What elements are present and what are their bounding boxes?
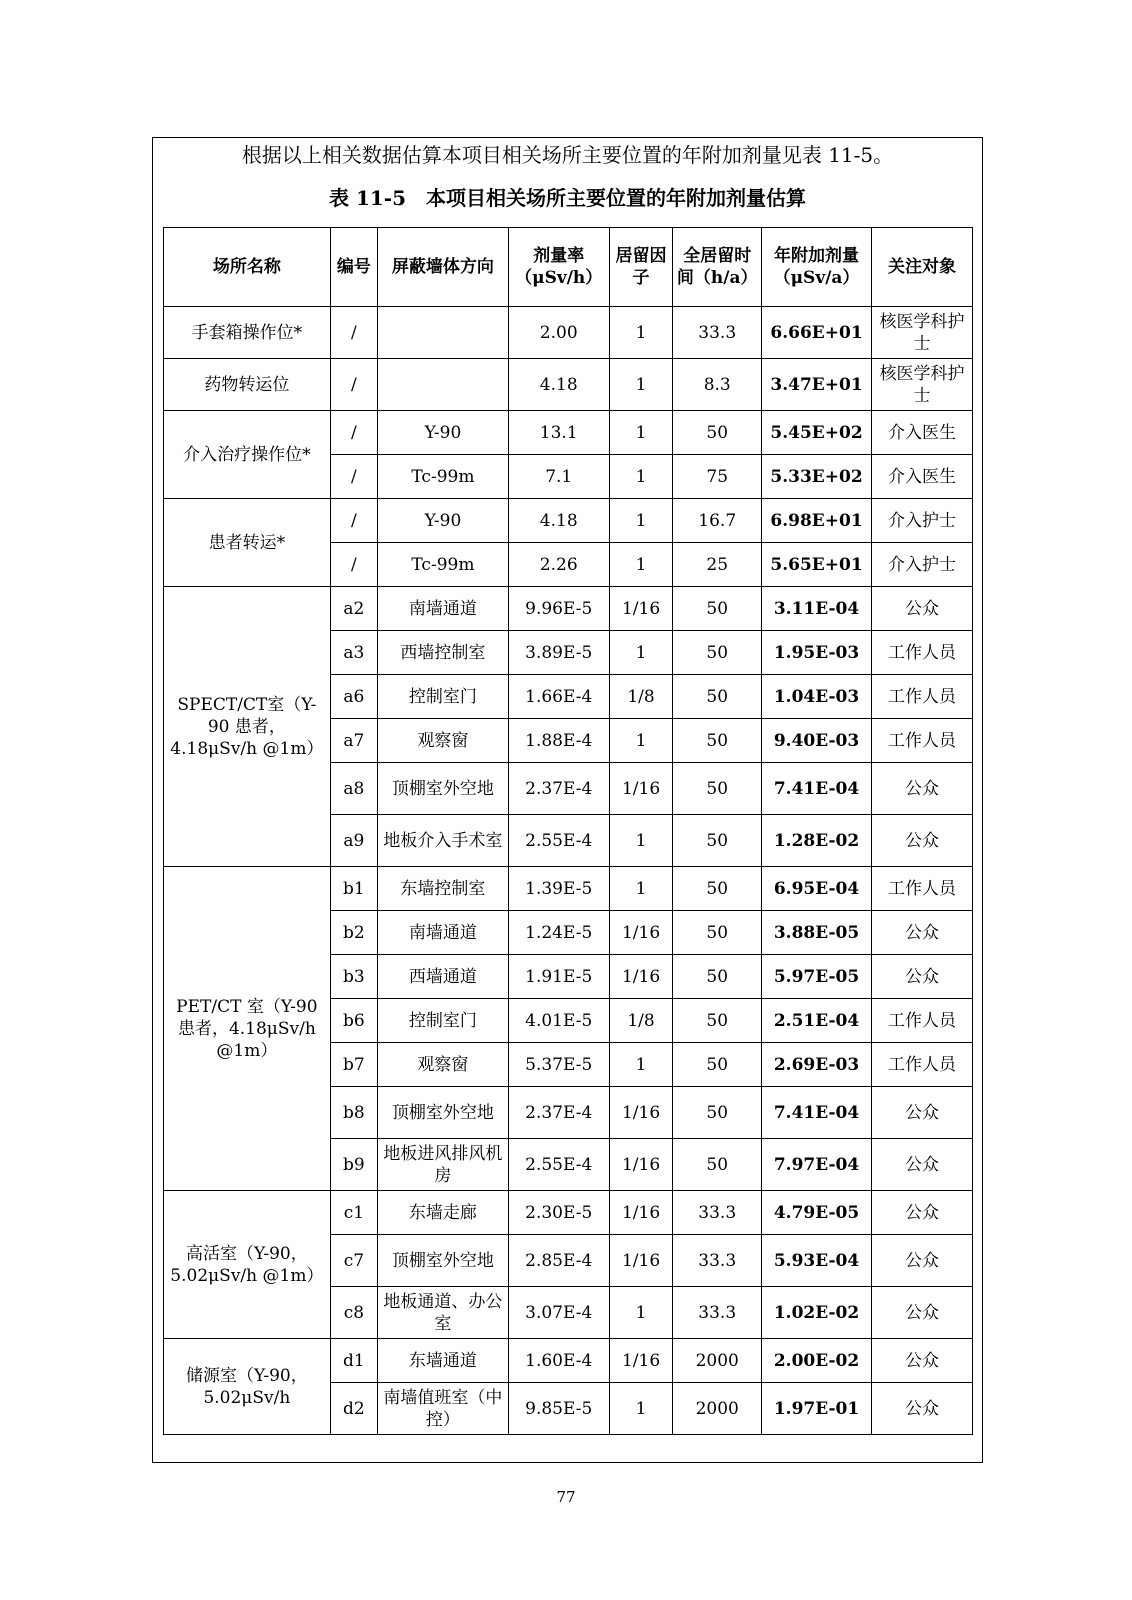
table-row [164, 867, 973, 911]
row-occupancy-time: 50 [673, 719, 762, 763]
row-target: 公众 [872, 1339, 973, 1383]
site-name-cell: 介入治疗操作位* [164, 411, 331, 499]
row-annual-dose: 9.40E-03 [761, 719, 871, 763]
row-annual-dose: 5.97E-05 [761, 955, 871, 999]
row-wall-direction: 控制室门 [378, 675, 509, 719]
row-occupancy-factor: 1/16 [609, 1087, 673, 1139]
row-occupancy-factor: 1 [609, 867, 673, 911]
row-wall-direction: 顶棚室外空地 [378, 1087, 509, 1139]
row-annual-dose: 6.98E+01 [761, 499, 871, 543]
row-dose-rate: 4.18 [508, 499, 609, 543]
row-target: 公众 [872, 1139, 973, 1191]
row-occupancy-time: 50 [673, 955, 762, 999]
row-dose-rate: 2.26 [508, 543, 609, 587]
row-wall-direction: 西墙通道 [378, 955, 509, 999]
row-target: 公众 [872, 1383, 973, 1435]
row-target: 公众 [872, 1235, 973, 1287]
row-occupancy-factor: 1 [609, 631, 673, 675]
header-target: 关注对象 [872, 228, 973, 307]
row-occupancy-factor: 1 [609, 359, 673, 411]
site-name-cell: SPECT/CT室（Y-90 患者，4.18μSv/h @1m） [164, 587, 331, 867]
row-occupancy-factor: 1 [609, 1043, 673, 1087]
row-occupancy-factor: 1/16 [609, 763, 673, 815]
row-target: 公众 [872, 1287, 973, 1339]
row-dose-rate: 1.60E-4 [508, 1339, 609, 1383]
row-dose-rate: 2.00 [508, 307, 609, 359]
table-row [164, 499, 973, 543]
row-wall-direction: Y-90 [378, 411, 509, 455]
row-dose-rate: 9.85E-5 [508, 1383, 609, 1435]
row-dose-rate: 2.85E-4 [508, 1235, 609, 1287]
row-occupancy-time: 33.3 [673, 1287, 762, 1339]
row-id: b8 [330, 1087, 377, 1139]
row-target: 介入护士 [872, 543, 973, 587]
row-occupancy-time: 50 [673, 675, 762, 719]
row-dose-rate: 13.1 [508, 411, 609, 455]
table-header-row [164, 228, 973, 307]
row-occupancy-time: 50 [673, 631, 762, 675]
row-id: a9 [330, 815, 377, 867]
row-target: 工作人员 [872, 719, 973, 763]
row-id: d1 [330, 1339, 377, 1383]
row-occupancy-time: 50 [673, 587, 762, 631]
row-dose-rate: 2.55E-4 [508, 1139, 609, 1191]
row-wall-direction: 南墙通道 [378, 911, 509, 955]
row-id: c1 [330, 1191, 377, 1235]
row-occupancy-time: 75 [673, 455, 762, 499]
row-occupancy-factor: 1 [609, 1383, 673, 1435]
row-occupancy-factor: 1/16 [609, 911, 673, 955]
row-annual-dose: 5.45E+02 [761, 411, 871, 455]
row-occupancy-time: 50 [673, 1139, 762, 1191]
header-dose-rate: 剂量率（μSv/h） [508, 228, 609, 307]
row-annual-dose: 5.33E+02 [761, 455, 871, 499]
row-id: b9 [330, 1139, 377, 1191]
row-target: 工作人员 [872, 999, 973, 1043]
row-annual-dose: 1.04E-03 [761, 675, 871, 719]
row-id: / [330, 455, 377, 499]
row-wall-direction: 顶棚室外空地 [378, 1235, 509, 1287]
row-id: a3 [330, 631, 377, 675]
row-wall-direction: 控制室门 [378, 999, 509, 1043]
site-name-cell: 高活室（Y-90，5.02μSv/h @1m） [164, 1191, 331, 1339]
row-occupancy-time: 50 [673, 1043, 762, 1087]
table-caption: 表 11-5 本项目相关场所主要位置的年附加剂量估算 [328, 186, 806, 210]
row-target: 公众 [872, 1191, 973, 1235]
row-occupancy-time: 33.3 [673, 1191, 762, 1235]
row-occupancy-time: 2000 [673, 1339, 762, 1383]
row-target: 公众 [872, 1087, 973, 1139]
row-dose-rate: 1.39E-5 [508, 867, 609, 911]
table-row [164, 1191, 973, 1235]
row-wall-direction: 顶棚室外空地 [378, 763, 509, 815]
row-target: 核医学科护士 [872, 307, 973, 359]
row-annual-dose: 3.47E+01 [761, 359, 871, 411]
site-name-cell: 手套箱操作位* [164, 307, 331, 359]
row-occupancy-factor: 1/16 [609, 1235, 673, 1287]
row-annual-dose: 6.95E-04 [761, 867, 871, 911]
site-name-cell: PET/CT 室（Y-90 患者，4.18μSv/h @1m） [164, 867, 331, 1191]
header-annual-dose: 年附加剂量（μSv/a） [761, 228, 871, 307]
row-occupancy-time: 25 [673, 543, 762, 587]
row-occupancy-factor: 1/8 [609, 675, 673, 719]
row-occupancy-time: 16.7 [673, 499, 762, 543]
row-occupancy-time: 50 [673, 867, 762, 911]
row-dose-rate: 2.55E-4 [508, 815, 609, 867]
row-wall-direction: 西墙控制室 [378, 631, 509, 675]
row-id: / [330, 307, 377, 359]
row-annual-dose: 5.65E+01 [761, 543, 871, 587]
row-annual-dose: 3.11E-04 [761, 587, 871, 631]
row-wall-direction: 南墙值班室（中控） [378, 1383, 509, 1435]
row-annual-dose: 3.88E-05 [761, 911, 871, 955]
row-wall-direction: Tc-99m [378, 543, 509, 587]
site-name-cell: 储源室（Y-90，5.02μSv/h [164, 1339, 331, 1435]
row-occupancy-time: 50 [673, 999, 762, 1043]
row-dose-rate: 1.91E-5 [508, 955, 609, 999]
row-occupancy-time: 50 [673, 411, 762, 455]
row-id: b6 [330, 999, 377, 1043]
row-dose-rate: 1.88E-4 [508, 719, 609, 763]
row-target: 公众 [872, 911, 973, 955]
table-row [164, 307, 973, 359]
row-occupancy-factor: 1 [609, 411, 673, 455]
header-site-name: 场所名称 [164, 228, 331, 307]
row-id: d2 [330, 1383, 377, 1435]
row-occupancy-factor: 1 [609, 815, 673, 867]
row-wall-direction: 东墙通道 [378, 1339, 509, 1383]
row-target: 公众 [872, 763, 973, 815]
row-dose-rate: 9.96E-5 [508, 587, 609, 631]
row-id: b1 [330, 867, 377, 911]
row-occupancy-factor: 1/16 [609, 1339, 673, 1383]
row-target: 工作人员 [872, 867, 973, 911]
row-occupancy-time: 2000 [673, 1383, 762, 1435]
row-occupancy-factor: 1/16 [609, 955, 673, 999]
row-annual-dose: 1.95E-03 [761, 631, 871, 675]
row-dose-rate: 7.1 [508, 455, 609, 499]
row-annual-dose: 7.97E-04 [761, 1139, 871, 1191]
row-occupancy-time: 50 [673, 763, 762, 815]
row-id: a2 [330, 587, 377, 631]
row-id: b3 [330, 955, 377, 999]
row-id: a7 [330, 719, 377, 763]
row-wall-direction: Y-90 [378, 499, 509, 543]
row-wall-direction [378, 307, 509, 359]
row-id: / [330, 543, 377, 587]
row-annual-dose: 1.97E-01 [761, 1383, 871, 1435]
header-occupancy-factor: 居留因子 [609, 228, 673, 307]
row-id: b2 [330, 911, 377, 955]
row-annual-dose: 1.28E-02 [761, 815, 871, 867]
row-target: 工作人员 [872, 675, 973, 719]
row-target: 公众 [872, 955, 973, 999]
row-occupancy-factor: 1 [609, 719, 673, 763]
row-id: a6 [330, 675, 377, 719]
row-occupancy-factor: 1 [609, 307, 673, 359]
row-target: 公众 [872, 587, 973, 631]
intro-paragraph: 根据以上相关数据估算本项目相关场所主要位置的年附加剂量见表 11-5。 [241, 143, 894, 167]
row-occupancy-time: 8.3 [673, 359, 762, 411]
row-dose-rate: 2.37E-4 [508, 763, 609, 815]
row-occupancy-time: 33.3 [673, 1235, 762, 1287]
row-dose-rate: 3.89E-5 [508, 631, 609, 675]
row-annual-dose: 2.69E-03 [761, 1043, 871, 1087]
row-occupancy-factor: 1 [609, 1287, 673, 1339]
table-body [164, 307, 973, 1435]
table-row [164, 359, 973, 411]
row-occupancy-factor: 1/8 [609, 999, 673, 1043]
row-wall-direction: 观察窗 [378, 1043, 509, 1087]
row-occupancy-factor: 1/16 [609, 1191, 673, 1235]
row-wall-direction: 地板通道、办公室 [378, 1287, 509, 1339]
row-target: 公众 [872, 815, 973, 867]
site-name-cell: 药物转运位 [164, 359, 331, 411]
row-annual-dose: 4.79E-05 [761, 1191, 871, 1235]
row-annual-dose: 2.51E-04 [761, 999, 871, 1043]
row-occupancy-time: 50 [673, 911, 762, 955]
table-row [164, 1339, 973, 1383]
dose-table [163, 227, 973, 1435]
page-number: 77 [556, 1488, 576, 1506]
table-row [164, 587, 973, 631]
row-wall-direction: 南墙通道 [378, 587, 509, 631]
row-target: 工作人员 [872, 631, 973, 675]
row-wall-direction: 东墙控制室 [378, 867, 509, 911]
row-id: / [330, 359, 377, 411]
row-id: a8 [330, 763, 377, 815]
row-id: / [330, 499, 377, 543]
row-target: 介入医生 [872, 455, 973, 499]
row-dose-rate: 1.24E-5 [508, 911, 609, 955]
row-target: 介入医生 [872, 411, 973, 455]
row-wall-direction [378, 359, 509, 411]
row-id: / [330, 411, 377, 455]
row-id: c7 [330, 1235, 377, 1287]
header-wall-direction: 屏蔽墙体方向 [378, 228, 509, 307]
row-id: c8 [330, 1287, 377, 1339]
row-wall-direction: 观察窗 [378, 719, 509, 763]
row-dose-rate: 2.37E-4 [508, 1087, 609, 1139]
row-dose-rate: 4.18 [508, 359, 609, 411]
row-annual-dose: 2.00E-02 [761, 1339, 871, 1383]
row-dose-rate: 5.37E-5 [508, 1043, 609, 1087]
row-dose-rate: 4.01E-5 [508, 999, 609, 1043]
row-occupancy-factor: 1 [609, 455, 673, 499]
row-annual-dose: 7.41E-04 [761, 763, 871, 815]
row-dose-rate: 2.30E-5 [508, 1191, 609, 1235]
row-annual-dose: 7.41E-04 [761, 1087, 871, 1139]
row-occupancy-time: 50 [673, 1087, 762, 1139]
row-occupancy-time: 50 [673, 815, 762, 867]
site-name-cell: 患者转运* [164, 499, 331, 587]
row-occupancy-factor: 1/16 [609, 1139, 673, 1191]
row-occupancy-time: 33.3 [673, 307, 762, 359]
header-id: 编号 [330, 228, 377, 307]
row-occupancy-factor: 1/16 [609, 587, 673, 631]
table-row [164, 411, 973, 455]
row-occupancy-factor: 1 [609, 543, 673, 587]
row-wall-direction: 地板进风排风机房 [378, 1139, 509, 1191]
row-annual-dose: 5.93E-04 [761, 1235, 871, 1287]
row-annual-dose: 6.66E+01 [761, 307, 871, 359]
row-occupancy-factor: 1 [609, 499, 673, 543]
row-wall-direction: 东墙走廊 [378, 1191, 509, 1235]
row-annual-dose: 1.02E-02 [761, 1287, 871, 1339]
header-occupancy-time: 全居留时间（h/a） [673, 228, 762, 307]
row-dose-rate: 1.66E-4 [508, 675, 609, 719]
row-target: 核医学科护士 [872, 359, 973, 411]
row-wall-direction: 地板介入手术室 [378, 815, 509, 867]
row-dose-rate: 3.07E-4 [508, 1287, 609, 1339]
row-target: 介入护士 [872, 499, 973, 543]
row-target: 工作人员 [872, 1043, 973, 1087]
row-id: b7 [330, 1043, 377, 1087]
row-wall-direction: Tc-99m [378, 455, 509, 499]
